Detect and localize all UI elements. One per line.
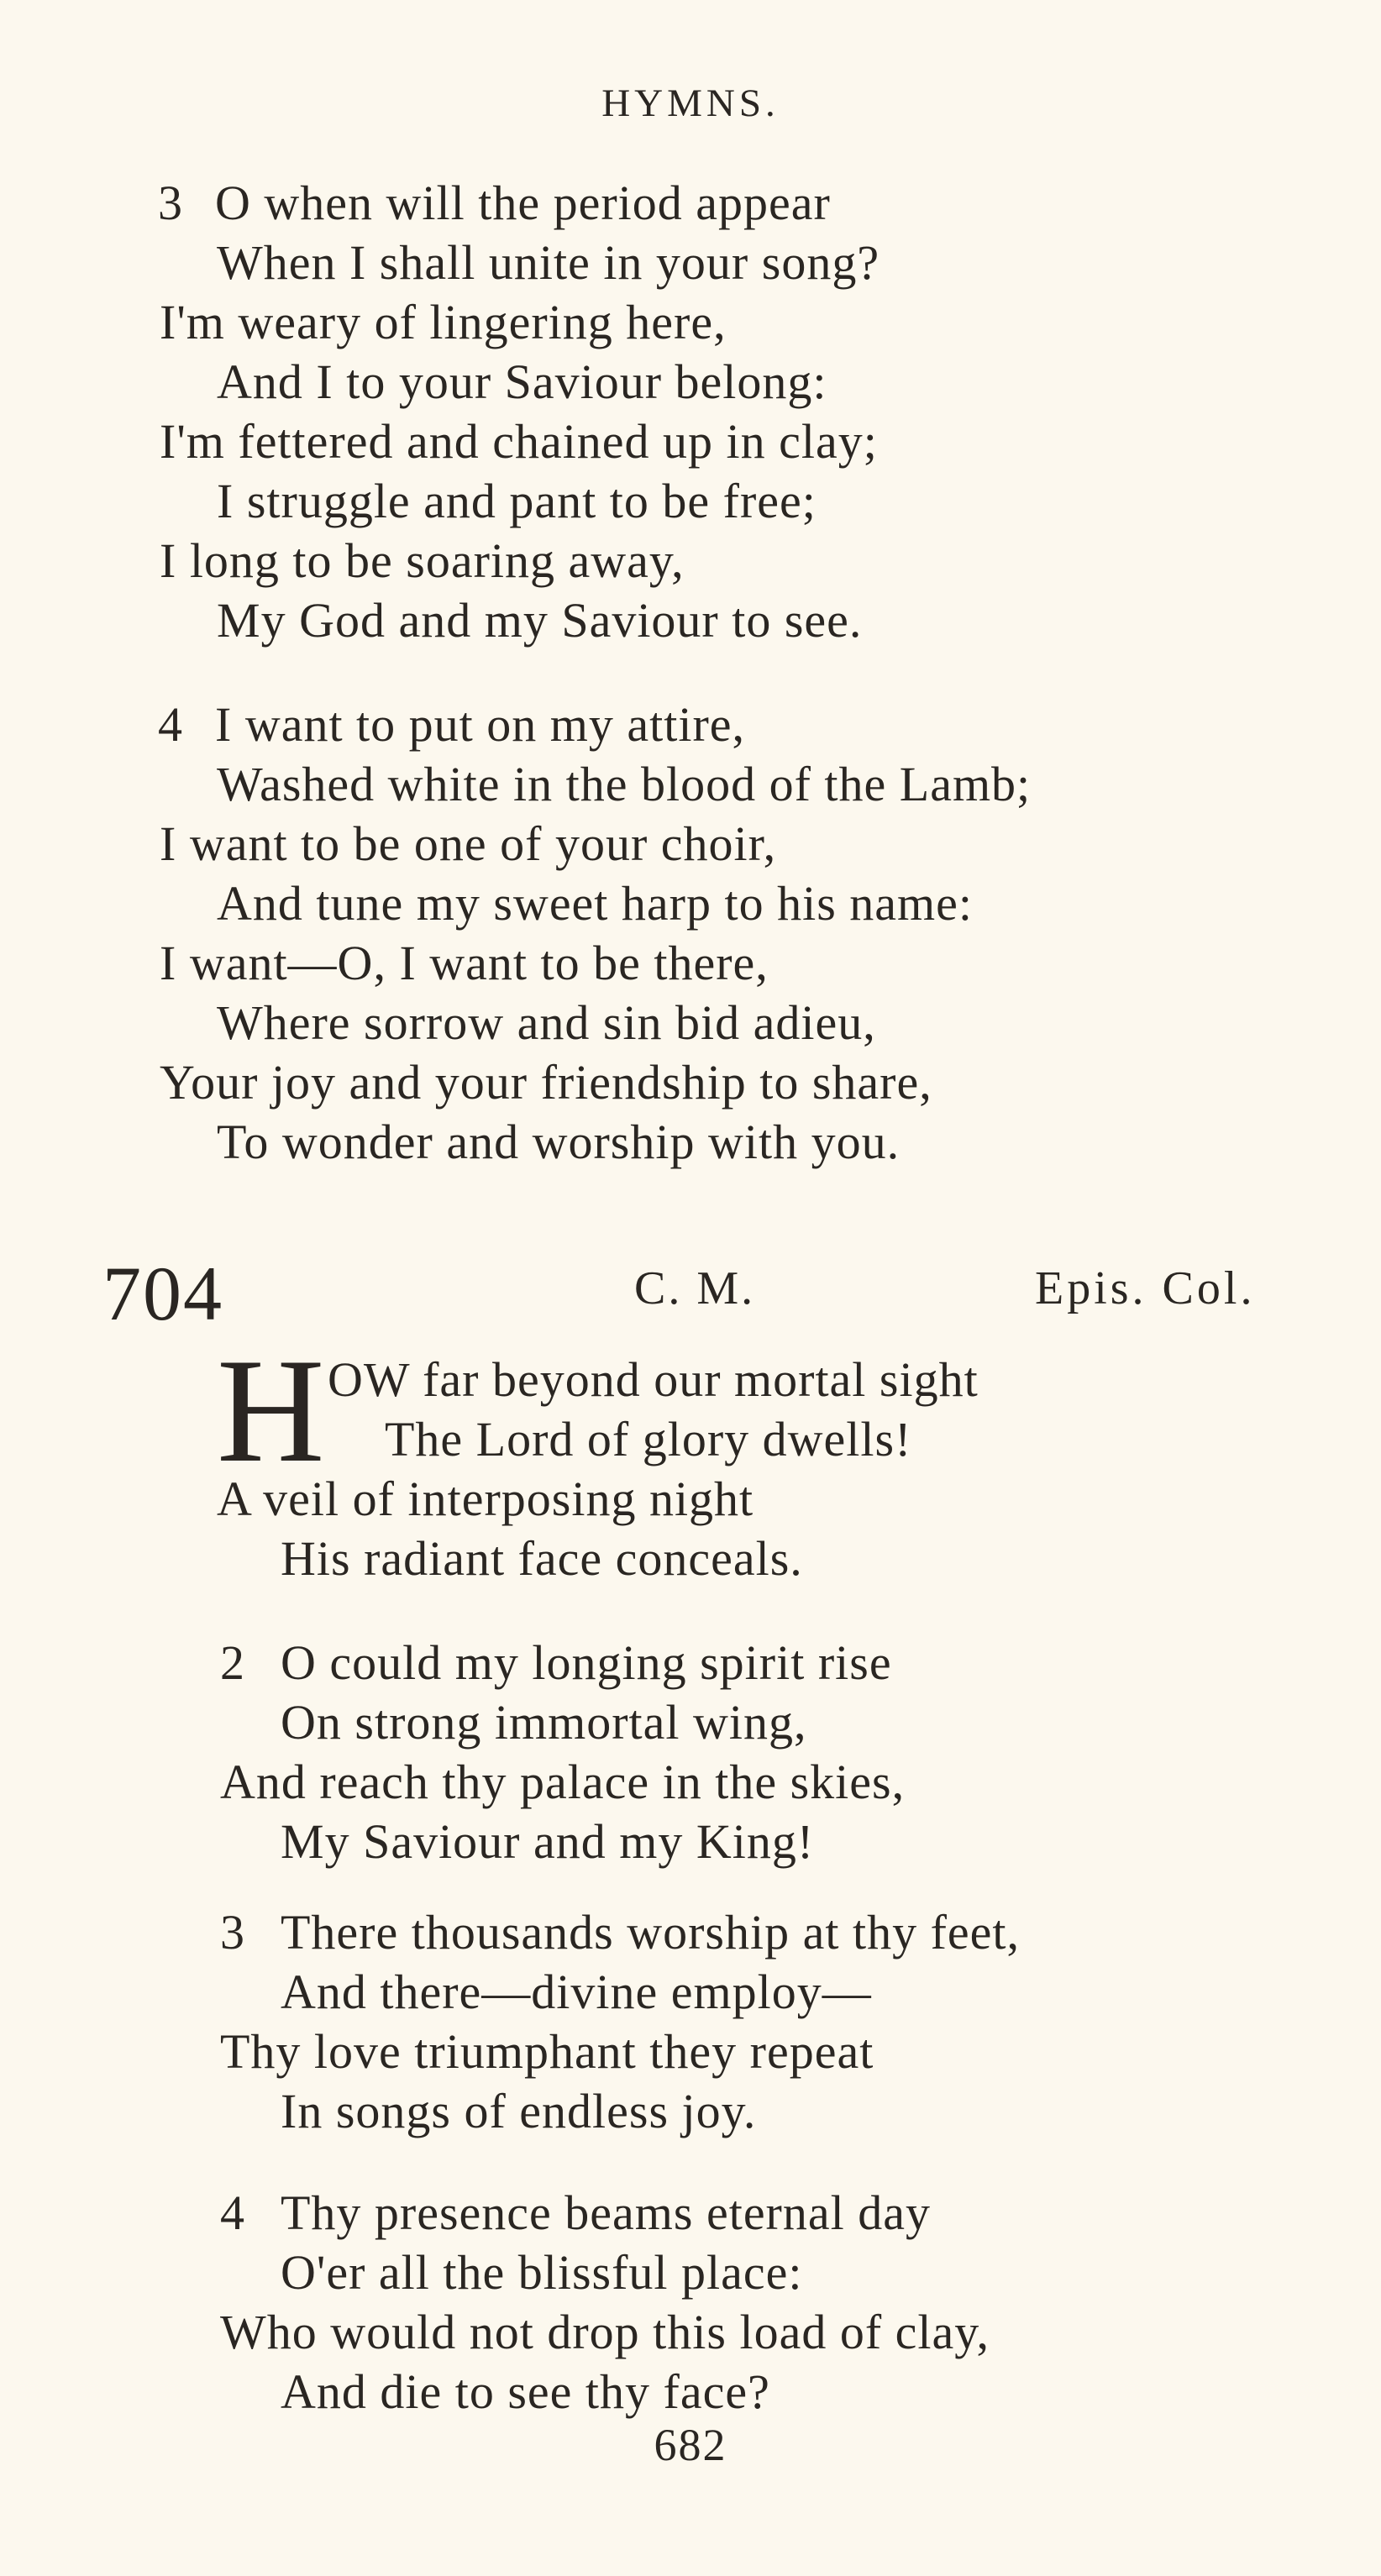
verse-line: On strong immortal wing, xyxy=(281,1695,807,1750)
stanza-number: 4 xyxy=(220,2185,245,2240)
verse-line: I want to put on my attire, xyxy=(215,697,746,752)
verse-line: I'm fettered and chained up in clay; xyxy=(160,414,878,469)
verse-line: And there—divine employ— xyxy=(281,1965,872,2019)
hymn-number: 704 xyxy=(102,1251,223,1336)
verse-line: Washed white in the blood of the Lamb; xyxy=(217,757,1032,811)
verse-line: In songs of endless joy. xyxy=(281,2084,757,2138)
verse-line: I'm weary of lingering here, xyxy=(160,295,727,349)
verse-line: When I shall unite in your song? xyxy=(217,235,880,290)
verse-line: Thy love triumphant they repeat xyxy=(220,2024,874,2079)
verse-line: I struggle and pant to be free; xyxy=(217,474,817,528)
verse-line: And tune my sweet harp to his name: xyxy=(217,876,973,931)
hymn-meter: C. M. xyxy=(634,1262,756,1314)
verse-line: O could my longing spirit rise xyxy=(281,1635,892,1690)
verse-line: My Saviour and my King! xyxy=(281,1814,815,1869)
verse-line: Where sorrow and sin bid adieu, xyxy=(217,995,876,1050)
verse-line: I long to be soaring away, xyxy=(160,533,685,588)
drop-cap: H xyxy=(217,1327,325,1493)
verse-line: Thy presence beams eternal day xyxy=(281,2185,931,2240)
verse-line: I want—O, I want to be there, xyxy=(160,936,769,990)
verse-line: And I to your Saviour belong: xyxy=(217,354,827,409)
stanza-number: 4 xyxy=(158,697,183,752)
verse-line: To wonder and worship with you. xyxy=(217,1115,901,1169)
running-head: HYMNS. xyxy=(601,81,780,125)
verse-line: Who would not drop this load of clay, xyxy=(220,2305,990,2359)
verse-line: O'er all the blissful place: xyxy=(281,2245,803,2300)
verse-line: There thousands worship at thy feet, xyxy=(281,1905,1021,1960)
verse-line: And die to see thy face? xyxy=(281,2364,770,2419)
page-number: 682 xyxy=(654,2420,727,2470)
verse-line: And reach thy palace in the skies, xyxy=(220,1755,906,1809)
stanza-number: 2 xyxy=(220,1635,245,1690)
verse-line: My God and my Saviour to see. xyxy=(217,593,863,648)
verse-line: His radiant face conceals. xyxy=(281,1531,803,1586)
verse-line: A veil of interposing night xyxy=(217,1472,754,1526)
verse-line: O when will the period appear xyxy=(215,176,831,230)
stanza-number: 3 xyxy=(158,176,183,230)
verse-line: The Lord of glory dwells! xyxy=(385,1412,912,1466)
stanza-number: 3 xyxy=(220,1905,245,1960)
hymn-source: Epis. Col. xyxy=(1035,1262,1256,1314)
verse-line: Your joy and your friendship to share, xyxy=(160,1055,932,1110)
verse-line: I want to be one of your choir, xyxy=(160,816,777,871)
verse-line: OW far beyond our mortal sight xyxy=(328,1352,979,1407)
